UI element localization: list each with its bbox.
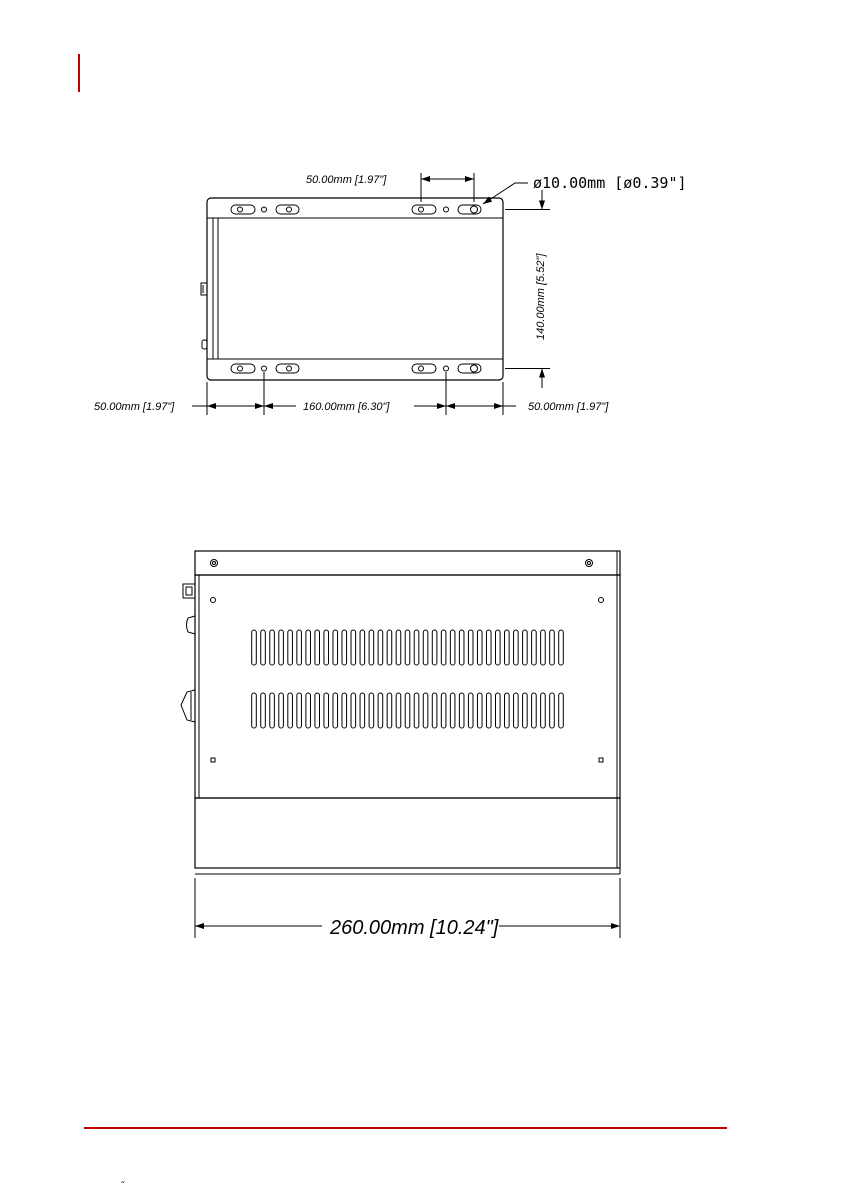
side-connector — [183, 584, 195, 598]
vent-slot — [333, 693, 338, 728]
vent-slot — [324, 630, 329, 665]
footer-rule — [84, 1127, 727, 1129]
vent-slot — [414, 693, 419, 728]
dim-left-offset: 50.00mm [1.97"] — [94, 401, 175, 413]
vent-slot — [459, 630, 464, 665]
vent-slot — [288, 693, 293, 728]
vent-slot — [414, 630, 419, 665]
keyhole-slot — [231, 205, 255, 214]
side-connector-top — [201, 283, 207, 295]
vent-slot — [486, 630, 491, 665]
dim-right-offset: 50.00mm [1.97"] — [528, 401, 609, 413]
vent-slot — [423, 693, 428, 728]
vent-slot — [315, 630, 320, 665]
vent-slot — [559, 630, 564, 665]
vent-slot — [378, 693, 383, 728]
vent-slot — [252, 693, 257, 728]
keyhole-slot — [458, 205, 481, 214]
vent-slot — [514, 630, 519, 665]
vent-slot — [514, 693, 519, 728]
mount-hole — [211, 758, 215, 762]
mount-hole — [599, 758, 603, 762]
mount-hole — [262, 207, 267, 212]
side-view-body — [195, 575, 620, 798]
keyhole-slot — [231, 364, 255, 373]
side-connector-bottom — [202, 340, 207, 349]
mount-hole — [599, 598, 604, 603]
vent-slot — [486, 693, 491, 728]
vent-slot — [541, 693, 546, 728]
vent-slot — [495, 630, 500, 665]
vent-slot — [315, 693, 320, 728]
vent-slot — [550, 693, 555, 728]
mount-hole — [444, 207, 449, 212]
side-view-dimensions — [195, 878, 620, 939]
vent-slot — [477, 630, 482, 665]
vent-slot — [432, 630, 437, 665]
vent-slot — [450, 630, 455, 665]
side-view-top-strip — [195, 551, 620, 575]
vent-slot — [387, 693, 392, 728]
vent-slot — [297, 630, 302, 665]
top-view-dimensions — [94, 173, 687, 415]
vent-slot — [441, 630, 446, 665]
vent-slot — [369, 693, 374, 728]
ventilation-slots-top — [252, 630, 564, 665]
keyhole-slot — [276, 205, 299, 214]
vent-slot — [324, 693, 329, 728]
vent-slot — [468, 630, 473, 665]
vent-slot — [306, 693, 311, 728]
footer-page-marks: ˝ — [120, 1181, 125, 1192]
vent-slot — [523, 630, 528, 665]
vent-slot — [387, 630, 392, 665]
vent-slot — [432, 693, 437, 728]
mount-hole — [444, 366, 449, 371]
vent-slot — [261, 693, 266, 728]
vent-slot — [450, 693, 455, 728]
vent-slot — [279, 693, 284, 728]
vent-slot — [541, 630, 546, 665]
top-view — [201, 198, 503, 380]
dim-center-spacing: 160.00mm [6.30"] — [303, 401, 390, 413]
vent-slot — [477, 693, 482, 728]
vent-slot — [270, 630, 275, 665]
screw-icon — [211, 560, 218, 567]
ventilation-slots-bottom — [252, 693, 564, 728]
dim-hole-diameter: ø10.00mm [ø0.39"] — [533, 174, 687, 192]
vent-slot — [306, 630, 311, 665]
vent-slot — [505, 693, 510, 728]
vent-slot — [342, 630, 347, 665]
vent-slot — [495, 693, 500, 728]
vent-slot — [297, 693, 302, 728]
vent-slot — [279, 630, 284, 665]
vent-slot — [396, 630, 401, 665]
screw-icon — [586, 560, 593, 567]
dim-height: 140.00mm [5.52"] — [535, 253, 547, 340]
vent-slot — [342, 693, 347, 728]
vent-slot — [532, 693, 537, 728]
mount-hole — [211, 598, 216, 603]
vent-slot — [423, 630, 428, 665]
vent-slot — [441, 693, 446, 728]
dim-hole-spacing: 50.00mm [1.97"] — [306, 174, 387, 186]
top-view-outline — [207, 198, 503, 380]
vent-slot — [369, 630, 374, 665]
dim-width: 260.00mm [10.24"] — [330, 917, 499, 939]
side-view-lower-section — [195, 798, 620, 868]
keyhole-slot — [412, 364, 436, 373]
vent-slot — [360, 693, 365, 728]
vent-slot — [360, 630, 365, 665]
vent-slot — [405, 693, 410, 728]
power-switch — [181, 690, 195, 722]
vent-slot — [468, 693, 473, 728]
vent-slot — [261, 630, 266, 665]
vent-slot — [532, 630, 537, 665]
vent-slot — [523, 693, 528, 728]
side-view — [181, 551, 620, 874]
vent-slot — [270, 693, 275, 728]
vent-slot — [351, 693, 356, 728]
keyhole-slot — [412, 205, 436, 214]
vent-slot — [252, 630, 257, 665]
keyhole-slot — [276, 364, 299, 373]
mount-hole — [262, 366, 267, 371]
vent-slot — [378, 630, 383, 665]
vent-slot — [288, 630, 293, 665]
keyhole-slot — [458, 364, 481, 373]
side-connector — [187, 616, 196, 634]
vent-slot — [396, 693, 401, 728]
vent-slot — [505, 630, 510, 665]
vent-slot — [351, 630, 356, 665]
vent-slot — [405, 630, 410, 665]
vent-slot — [550, 630, 555, 665]
vent-slot — [459, 693, 464, 728]
vent-slot — [559, 693, 564, 728]
vent-slot — [333, 630, 338, 665]
